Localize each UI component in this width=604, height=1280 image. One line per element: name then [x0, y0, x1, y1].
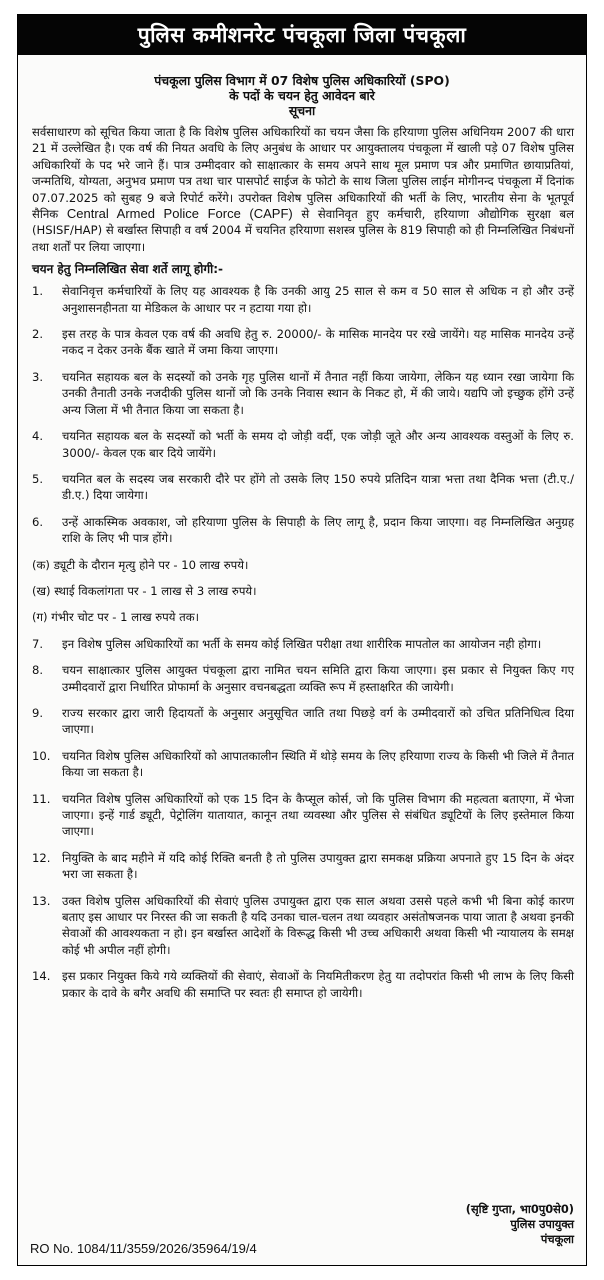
item-text: चयनित बल के सदस्य जब सरकारी दौरे पर होंगे तो उसके लिए 150 रुपये प्रतिदिन यात्रा भत्ता तथा दैनिक भत्ता (टी.ए./डी.ए.) दिया जायेगा। — [62, 471, 574, 503]
item-text: इस तरह के पात्र केवल एक वर्ष की अवधि हेतु रु. 20000/- के मासिक मानदेय पर रखे जायेंगे। यह मासिक मानदेय उन्हें नकद न देकर उनके बैंक खाते में जमा किया जाएगा। — [62, 327, 574, 358]
sub-item: (ग) गंभीर चोट पर - 1 लाख रुपये तक। — [32, 610, 200, 625]
signatory-designation: पुलिस उपायुक्त — [510, 1217, 574, 1231]
item-number: 8. — [32, 663, 44, 678]
item-number: 4. — [32, 429, 44, 444]
list-item — [32, 326, 574, 359]
item-number: 3. — [32, 369, 44, 384]
conditions-list — [32, 283, 574, 1001]
item-number: 10. — [32, 748, 51, 763]
item-text: इस प्रकार नियुक्त किये गये व्यक्तियों की सेवाएं, सेवाओं के नियमितीकरण हेतु या तदोपरांत किसी भी लाभ के लिए किसी प्रकार के दावे के बगैर अवधि की समाप्ति पर स्वतः ही समाप्त हो जायेगी। — [62, 969, 574, 1000]
item-text: उन्हें आकस्मिक अवकाश, जो हरियाणा पुलिस के सिपाही के लिए लागू है, प्रदान किया जाएगा। वह निम्नलिखित अनुग्रह राशि के लिए भी पात्र होंगे। — [62, 514, 574, 546]
list-item — [32, 369, 574, 418]
list-item — [32, 791, 574, 840]
subject-line-1: पंचकूला पुलिस विभाग में 07 विशेष पुलिस अधिकारियों (SPO) — [154, 73, 450, 88]
intro-paragraph — [32, 124, 574, 255]
item-text: सेवानिवृत्त कर्मचारियों के लिए यह आवश्यक है कि उनकी आयु 25 साल से कम व 50 साल से अधिक न हो और उन्हें अनुशासनहीनता या मेडिकल के आधार पर न हटाया गया हो। — [62, 284, 574, 315]
signature-block — [466, 1202, 574, 1247]
item-text: चयनित विशेष पुलिस अधिकारियों को आपातकालीन स्थिति में थोड़े समय के लिए हरियाणा राज्य के किसी भी जिले में तैनात किया जा सकता है। — [62, 748, 574, 780]
list-item — [32, 662, 574, 695]
signatory-place: पंचकूला — [540, 1232, 574, 1246]
item-text: राज्य सरकार द्वारा जारी हिदायतों के अनुसार अनुसूचित जाति तथा पिछड़े वर्ग के उम्मीदवारों को उचित प्रतिनिधित्व दिया जाएगा। — [62, 705, 574, 737]
item-number: 14. — [32, 969, 51, 984]
item-number: 2. — [32, 327, 44, 342]
item-number: 1. — [32, 284, 44, 299]
ro-number: RO No. 1084/11/3559/2026/35964/19/4 — [30, 1241, 257, 1256]
item-text: चयनित विशेष पुलिस अधिकारियों को एक 15 दिन के कैप्सूल कोर्स, जो कि पुलिस विभाग की महत्वता बताएगा, में भेजा जाएगा। इन्हें गार्ड ड्यूटी, पेट्रोलिंग यातायात, कानून तथा व्यवस्था और पुलिस से संबंधित ड्यूटियों के लिए इस्तेमाल किया जाएगा। — [62, 791, 574, 839]
item-number: 7. — [32, 636, 44, 651]
item-text: चयनित सहायक बल के सदस्यों को भर्ती के समय दो जोड़ी वर्दी, एक जोड़ी जूते और अन्य आवश्यक वस्तुओं के लिए रु. 3000/- केवल एक बार दिये जायेंगे। — [62, 429, 574, 460]
list-item — [32, 748, 574, 781]
list-item — [32, 514, 574, 547]
list-item — [32, 705, 574, 738]
notice-page — [17, 14, 587, 1266]
item-number: 12. — [32, 850, 51, 865]
list-item — [32, 283, 574, 316]
item-text: इन विशेष पुलिस अधिकारियों का भर्ती के समय कोई लिखित परीक्षा तथा शारीरिक मापतोल का आयोजन नही होगा। — [62, 636, 542, 651]
sub-item: (क) ड्यूटी के दौरान मृत्यु होने पर - 10 लाख रुपये। — [32, 557, 249, 572]
list-item — [32, 850, 574, 883]
notice-label: सूचना — [288, 103, 316, 118]
conditions-title: चयन हेतु निम्नलिखित सेवा शर्ते लागू होगी:- — [32, 262, 224, 277]
item-text: नियुक्ति के बाद महीने में यदि कोई रिक्ति बनती है तो पुलिस उपायुक्त द्वारा समकक्ष प्रक्रिया अपनाते हुए 15 दिन के अंदर भरा जा सकता है। — [62, 850, 574, 882]
list-item — [32, 471, 574, 504]
item-number: 11. — [32, 791, 51, 806]
item-number: 5. — [32, 471, 44, 486]
intro-text-latin: Central Armed Police Force (CAPF) — [66, 206, 293, 222]
item-text: चयन साक्षात्कार पुलिस आयुक्त पंचकूला द्वारा नामित चयन समिति द्वारा किया जाएगा। इस प्रकार से नियुक्त किए गए उम्मीदवारों द्वारा निर्धारित प्रोफार्मा के अनुसार वचनबद्धता व्यक्ति रूप में हस्ताक्षरित की जायेगी। — [62, 663, 574, 694]
subject-line-2: के पदों के चयन हेतु आवेदन बारे — [229, 88, 375, 103]
item-number: 6. — [32, 514, 44, 529]
list-item — [32, 893, 574, 959]
signatory-name: (सृष्टि गुप्ता, भा0पु0से0) — [465, 1202, 574, 1216]
page-title: पुलिस कमीशनरेट पंचकूला जिला पंचकूला — [18, 15, 586, 55]
item-number: 9. — [32, 705, 44, 720]
intro-text-1: सर्वसाधारण को सूचित किया जाता है कि विशेष पुलिस अधिकारियों का चयन जैसा कि हरियाणा पुलिस अधिनियम 2007 की धारा 21 में उल्लेखित है। एक वर्ष की नियत अवधि के लिए अनुबंध के आधार पर आयुक्तालय पंचकूला में खाली पड़े 07 विशेष पुलिस अधिकारियों के पद भरे जाने हैं। पात्र उम्मीदवार को साक्षात्कार के समय अपने साथ मूल प्रमाण पत्र और प्रमाणित छायाप्रतियां, जन्मतिथि, योग्यता, अनुभव प्रमाण पत्र तथा चार पासपोर्ट साईज के फोटो के साथ जिला पुलिस लाईन मोगीनन्द पंचकूला में दिनांक 07.07.2025 को सुबह 9 बजे रिपोर्ट करेंगे। उपरोक्त विशेष पुलिस अधिकारियों की भर्ती के लिए, भारतीय सेना के भूतपूर्व सैनिक — [32, 125, 574, 222]
list-item — [32, 636, 574, 652]
sub-item: (ख) स्थाई विकलांगता पर - 1 लाख से 3 लाख रुपये। — [32, 583, 257, 598]
item-text: उक्त विशेष पुलिस अधिकारियों की सेवाएं पुलिस उपायुक्त द्वारा एक साल अथवा उससे पहले कभी भी बिना कोई कारण बताए इस आधार पर निरस्त की जा सकती है यदि उनका चाल-चलन तथा व्यवहार असंतोषजनक पाया जाता है अथवा इनकी सेवाओं की आवश्यकता न हो। इन बर्खास्त आदेशों के विरूद्ध किसी भी उच्च अधिकारी अथवा किसी भी न्यायालय के समक्ष कोई भी अपील नहीं होगी। — [62, 893, 574, 957]
item-number: 13. — [32, 893, 51, 908]
list-item — [32, 968, 574, 1001]
item-text: चयनित सहायक बल के सदस्यों को उनके गृह पुलिस थानों में तैनात नहीं किया जायेगा, लेकिन यह ध्यान रखा जायेगा कि उनकी तैनाती उनके नजदीकी पुलिस थानों जो कि उनके निवास स्थान के निकट हो, में की जाये। यद्यपि जो इच्छुक होंगे उन्हें अन्य जिला में भी तैनात किया जा सकता है। — [62, 369, 574, 417]
list-item — [32, 428, 574, 461]
intro-text-2: से सेवानिवृत हुए कर्मचारी, हरियाणा औद्योगिक सुरक्षा बल (HSISF/HAP) से बर्खास्त सिपाही व वर्ष 2004 में चयनित हरियाणा सशस्त्र पुलिस के 819 सिपाही को ही निम्नलिखित निबंधनों तथा शर्तों पर लिया जाएगा। — [32, 207, 574, 254]
